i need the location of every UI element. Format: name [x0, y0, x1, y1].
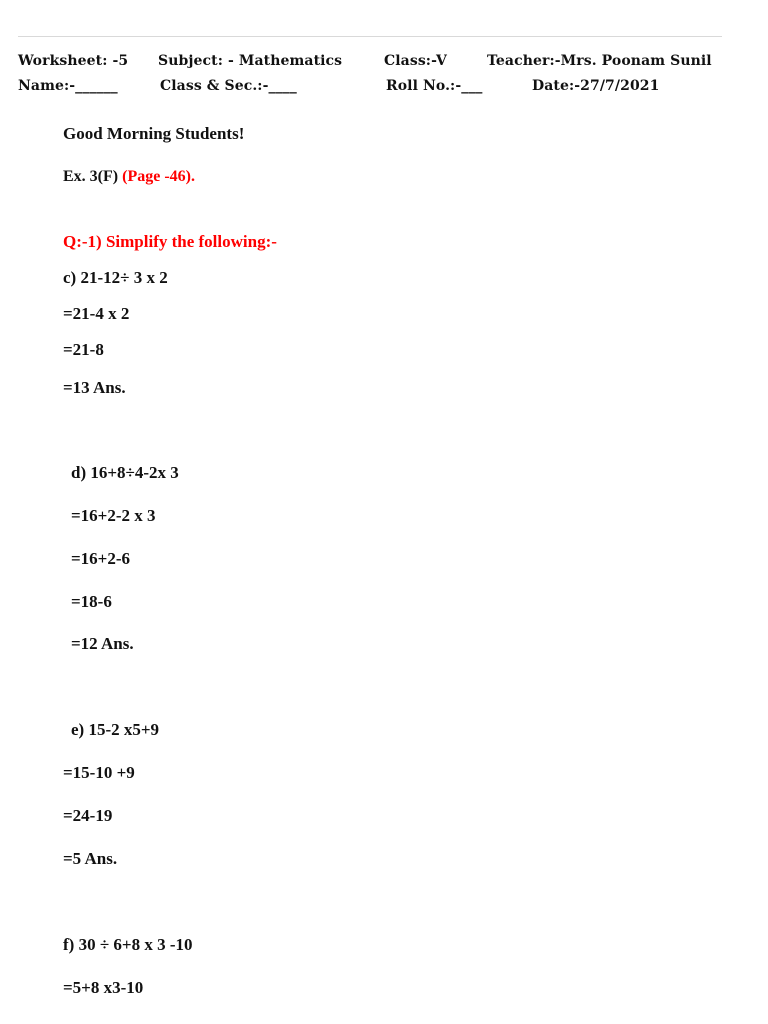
exercise-label: Ex. 3(F) [63, 168, 119, 185]
problem-c-statement: c) 21-12÷ 3 x 2 [63, 268, 168, 287]
problem-e-step: =15-10 +9 [63, 763, 135, 782]
exercise-reference [63, 168, 195, 186]
class-section-field: Class & Sec.:-____ [160, 78, 297, 94]
problem-f-step: =5+8 x3-10 [63, 978, 144, 997]
problem-c-step: =21-8 [63, 340, 104, 359]
roll-number-field: Roll No.:-___ [386, 78, 483, 94]
top-divider [18, 36, 722, 37]
problem-e-step: =24-19 [63, 806, 113, 825]
problem-d-answer: =12 Ans. [71, 634, 134, 653]
problem-e-statement: e) 15-2 x5+9 [71, 720, 160, 739]
subject: Subject: - Mathematics [158, 53, 343, 69]
class: Class:-V [384, 53, 447, 69]
exercise-page: (Page -46). [122, 168, 195, 185]
worksheet-number: Worksheet: -5 [18, 53, 129, 69]
teacher: Teacher:-Mrs. Poonam Sunil [487, 53, 712, 69]
problem-e-answer: =5 Ans. [63, 849, 118, 868]
problem-f-statement: f) 30 ÷ 6+8 x 3 -10 [63, 935, 193, 954]
problem-c-answer: =13 Ans. [63, 378, 126, 397]
problem-c-step: =21-4 x 2 [63, 304, 130, 323]
question-heading: Q:-1) Simplify the following:- [63, 232, 277, 251]
greeting: Good Morning Students! [63, 124, 245, 143]
problem-d-step: =16+2-2 x 3 [71, 506, 156, 525]
problem-d-statement: d) 16+8÷4-2x 3 [71, 463, 179, 482]
student-name-field: Name:-______ [18, 78, 118, 94]
problem-d-step: =16+2-6 [71, 549, 131, 568]
date: Date:-27/7/2021 [532, 78, 660, 94]
problem-d-step: =18-6 [71, 592, 112, 611]
